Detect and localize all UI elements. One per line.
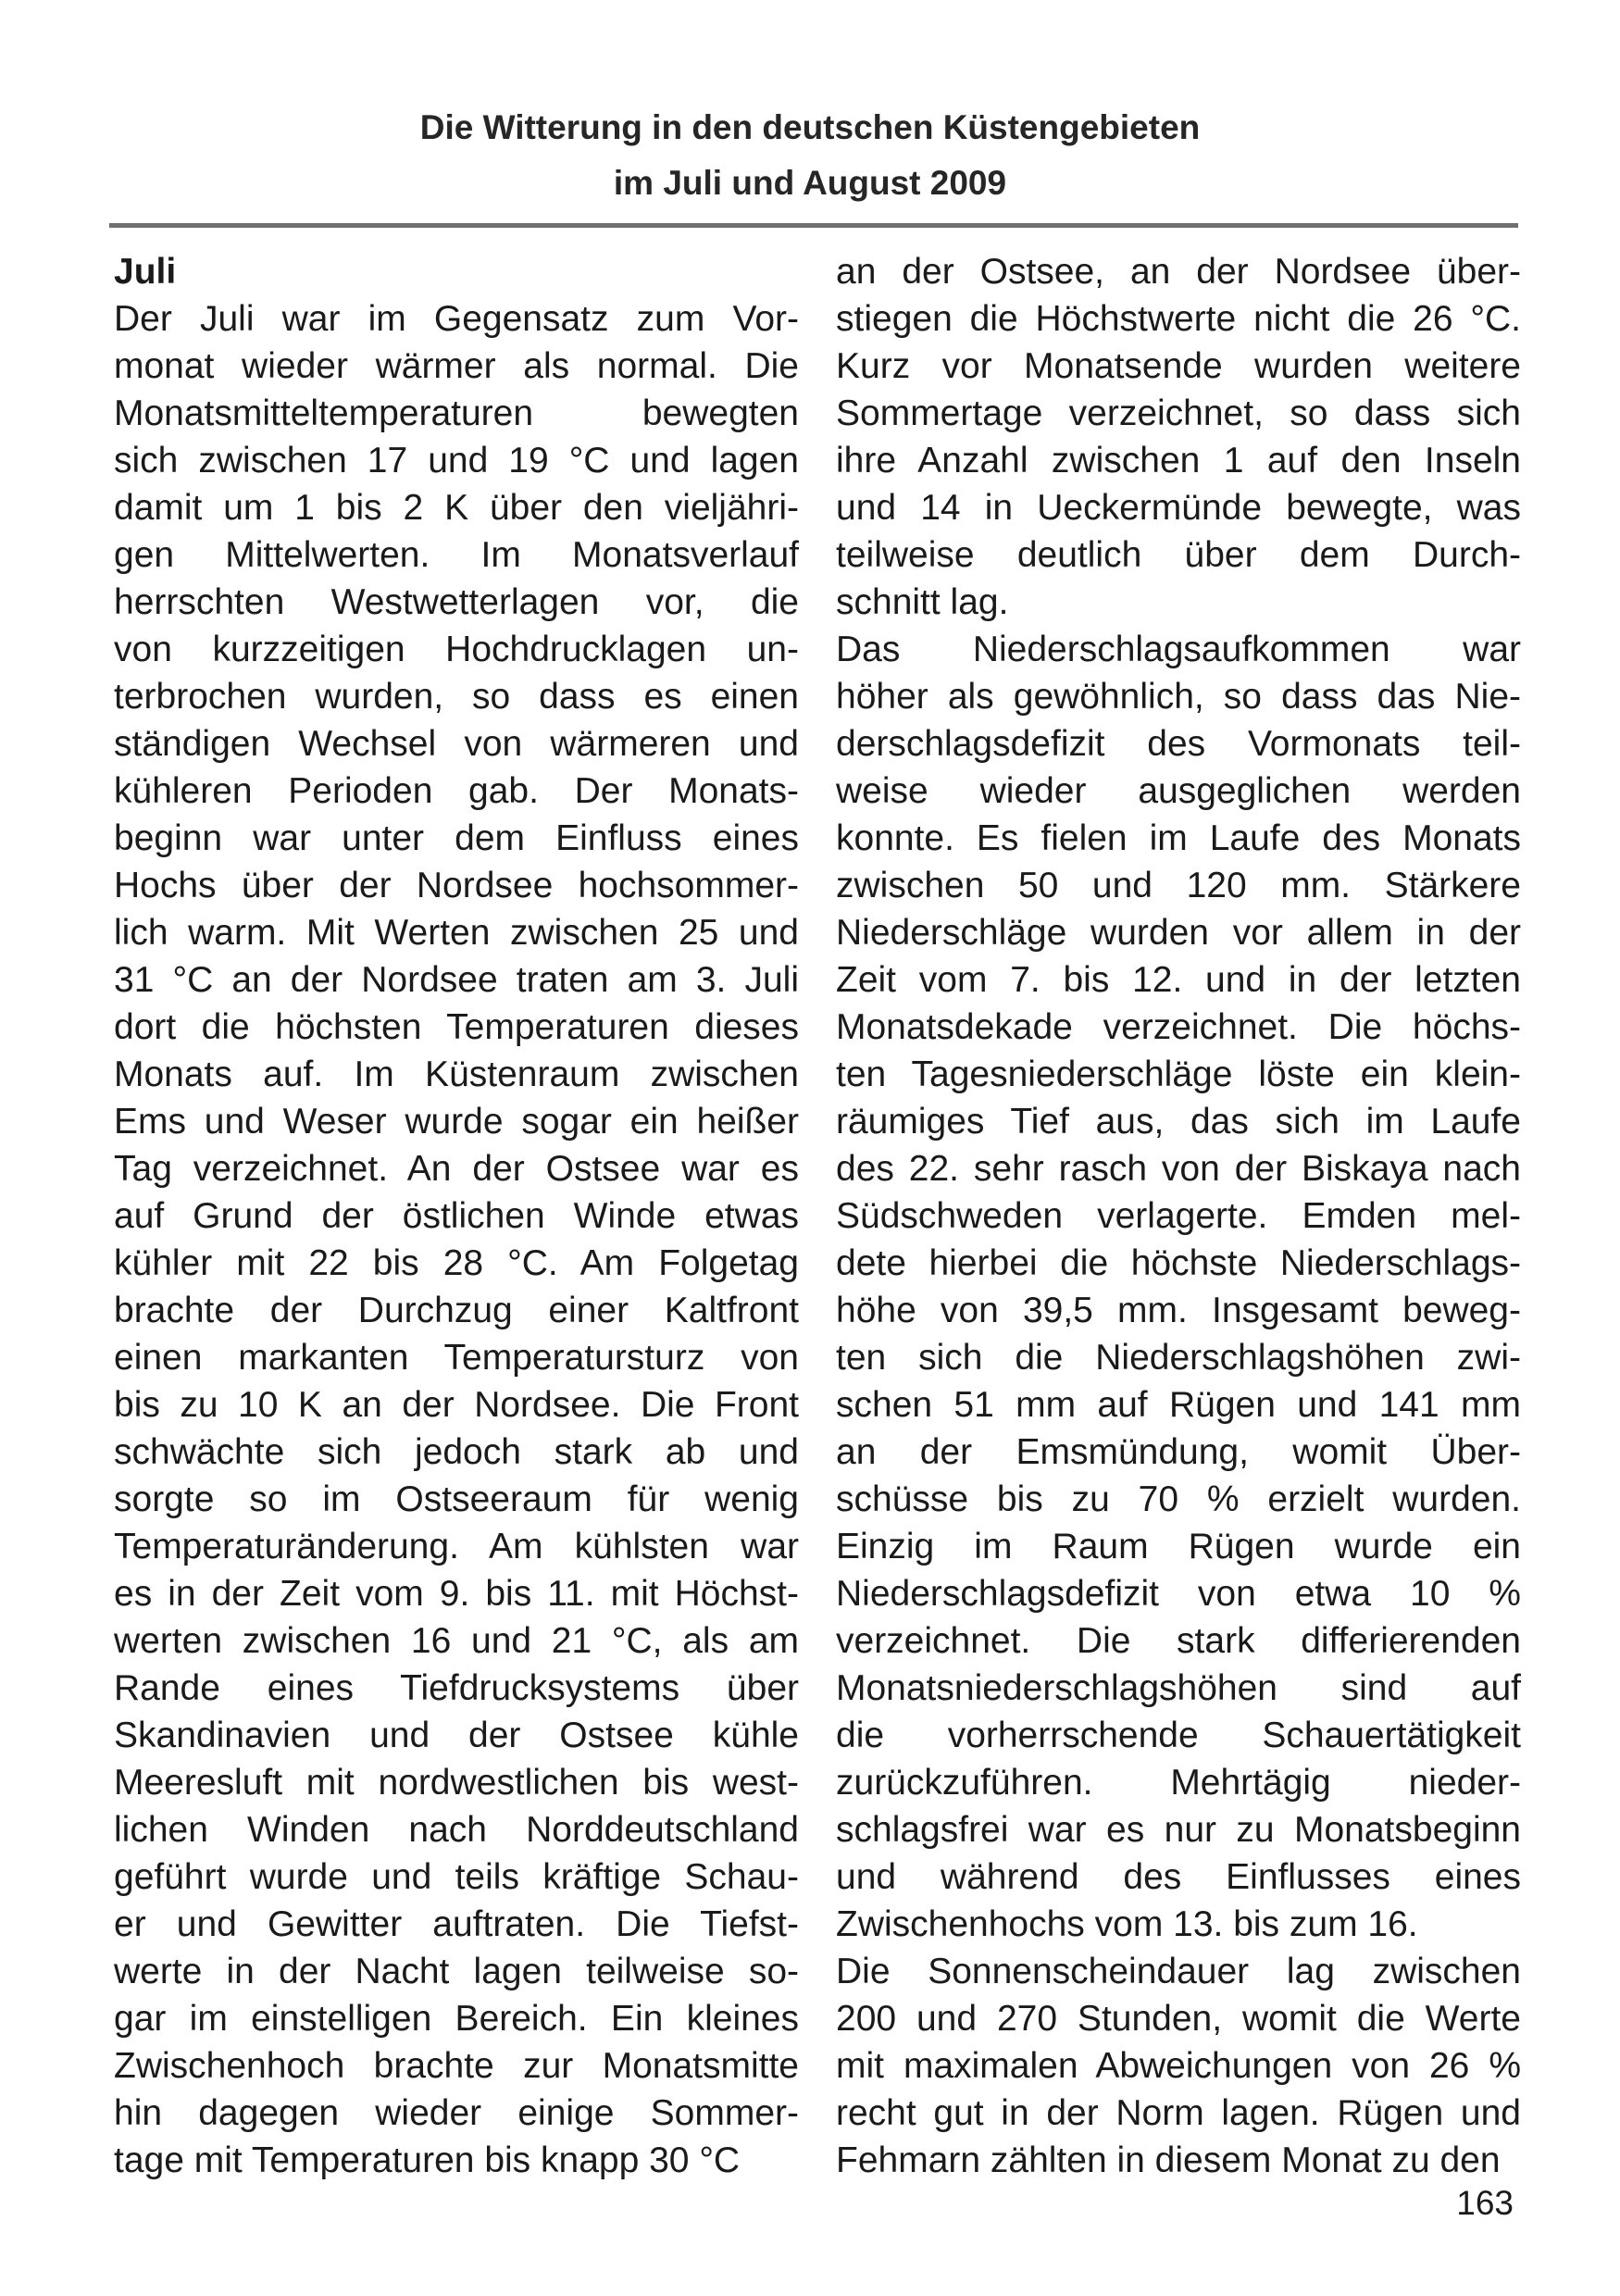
title-divider [109, 223, 1518, 228]
text-line: gar im einstelligen Bereich. Ein kleines [114, 1999, 799, 2039]
text-line: schlagsfrei war es nur zu Monatsbeginn [836, 1810, 1521, 1850]
text-line: werten zwischen 16 und 21 °C, als am [114, 1621, 799, 1661]
text-line: ihre Anzahl zwischen 1 auf den Inseln [836, 441, 1521, 480]
section-heading-juli: Juli [114, 252, 177, 292]
text-line: Skandinavien und der Ostsee kühle [114, 1716, 799, 1755]
text-line: es in der Zeit vom 9. bis 11. mit Höchst- [114, 1574, 799, 1614]
text-line: schen 51 mm auf Rügen und 141 mm [836, 1385, 1521, 1425]
text-line: Monatsmitteltemperaturen bewegten [114, 393, 799, 433]
text-line: räumiges Tief aus, das sich im Laufe [836, 1102, 1521, 1142]
text-line: herrschten Westwetterlagen vor, die [114, 582, 799, 622]
text-line: beginn war unter dem Einfluss eines [114, 818, 799, 858]
text-line: hin dagegen wieder einige Sommer- [114, 2093, 799, 2133]
text-line: Ems und Weser wurde sogar ein heißer [114, 1102, 799, 1142]
page-number: 163 [1456, 2184, 1514, 2222]
text-line: derschlagsdefizit des Vormonats teil- [836, 724, 1521, 764]
text-line: monat wieder wärmer als normal. Die [114, 346, 799, 386]
text-line: schüsse bis zu 70 % erzielt wurden. [836, 1479, 1521, 1519]
text-line: Rande eines Tiefdrucksystems über [114, 1668, 799, 1708]
text-line: Südschweden verlagerte. Emden mel- [836, 1196, 1521, 1236]
page-title-line-2: im Juli und August 2009 [613, 164, 1007, 202]
text-line: terbrochen wurden, so dass es einen [114, 677, 799, 717]
text-line: er und Gewitter auftraten. Die Tiefst- [114, 1904, 799, 1944]
text-line: bis zu 10 K an der Nordsee. Die Front [114, 1385, 799, 1425]
text-line: Monatsdekade verzeichnet. Die höchs- [836, 1007, 1521, 1047]
text-line: teilweise deutlich über dem Durch- [836, 535, 1521, 575]
text-line: dort die höchsten Temperaturen dieses [114, 1007, 799, 1047]
text-line: sich zwischen 17 und 19 °C und lagen [114, 441, 799, 480]
text-line: damit um 1 bis 2 K über den vieljähri- [114, 488, 799, 528]
text-line: Monats auf. Im Küstenraum zwischen [114, 1054, 799, 1094]
text-line: werte in der Nacht lagen teilweise so- [114, 1952, 799, 1991]
text-line: und 14 in Ueckermünde bewegte, was [836, 488, 1521, 528]
text-line: Temperaturänderung. Am kühlsten war [114, 1527, 799, 1566]
right-text-column [836, 248, 1521, 2184]
text-line: konnte. Es fielen im Laufe des Monats [836, 818, 1521, 858]
text-line: gen Mittelwerten. Im Monatsverlauf [114, 535, 799, 575]
text-line: dete hierbei die höchste Niederschlags- [836, 1243, 1521, 1283]
text-line: mit maximalen Abweichungen von 26 % [836, 2046, 1521, 2086]
text-line: ständigen Wechsel von wärmeren und [114, 724, 799, 764]
text-line: Zeit vom 7. bis 12. und in der letzten [836, 960, 1521, 1000]
text-line: kühleren Perioden gab. Der Monats- [114, 771, 799, 811]
text-line: von kurzzeitigen Hochdrucklagen un- [114, 630, 799, 669]
text-line: höher als gewöhnlich, so dass das Nie- [836, 677, 1521, 717]
text-line: geführt wurde und teils kräftige Schau- [114, 1857, 799, 1897]
text-line: verzeichnet. Die stark differierenden [836, 1621, 1521, 1661]
text-line: brachte der Durchzug einer Kaltfront [114, 1291, 799, 1330]
text-line: Tag verzeichnet. An der Ostsee war es [114, 1149, 799, 1189]
text-line: zurückzuführen. Mehrtägig nieder- [836, 1763, 1521, 1803]
text-line: Einzig im Raum Rügen wurde ein [836, 1527, 1521, 1566]
text-line: tage mit Temperaturen bis knapp 30 °C [114, 2140, 741, 2180]
text-line: und während des Einflusses eines [836, 1857, 1521, 1897]
text-line: Kurz vor Monatsende wurden weitere [836, 346, 1521, 386]
text-line: einen markanten Temperatursturz von [114, 1338, 799, 1378]
text-line: an der Emsmündung, womit Über- [836, 1432, 1521, 1472]
text-line: 31 °C an der Nordsee traten am 3. Juli [114, 960, 799, 1000]
text-line: des 22. sehr rasch von der Biskaya nach [836, 1149, 1521, 1189]
text-line: Das Niederschlagsaufkommen war [836, 630, 1521, 669]
text-line: Die Sonnenscheindauer lag zwischen [836, 1952, 1521, 1991]
text-line: Monatsniederschlagshöhen sind auf [836, 1668, 1521, 1708]
text-line: kühler mit 22 bis 28 °C. Am Folgetag [114, 1243, 799, 1283]
text-line: Zwischenhoch brachte zur Monatsmitte [114, 2046, 799, 2086]
text-line: höhe von 39,5 mm. Insgesamt beweg- [836, 1291, 1521, 1330]
text-line: Der Juli war im Gegensatz zum Vor- [114, 299, 799, 339]
text-line: Hochs über der Nordsee hochsommer- [114, 866, 799, 905]
text-line: ten sich die Niederschlagshöhen zwi- [836, 1338, 1521, 1378]
text-line: stiegen die Höchstwerte nicht die 26 °C. [836, 299, 1521, 339]
text-line: sorgte so im Ostseeraum für wenig [114, 1479, 799, 1519]
text-line: recht gut in der Norm lagen. Rügen und [836, 2093, 1521, 2133]
left-text-column [114, 248, 799, 2184]
page-title-line-1: Die Witterung in den deutschen Küstengebieten [419, 108, 1201, 146]
text-line: Niederschläge wurden vor allem in der [836, 913, 1521, 953]
text-line: auf Grund der östlichen Winde etwas [114, 1196, 799, 1236]
text-line: lichen Winden nach Norddeutschland [114, 1810, 799, 1850]
text-line: Zwischenhochs vom 13. bis zum 16. [836, 1904, 1418, 1944]
text-line: lich warm. Mit Werten zwischen 25 und [114, 913, 799, 953]
text-line: schwächte sich jedoch stark ab und [114, 1432, 799, 1472]
text-line: an der Ostsee, an der Nordsee über- [836, 252, 1521, 292]
text-line: Meeresluft mit nordwestlichen bis west- [114, 1763, 799, 1803]
text-line: Fehmarn zählten in diesem Monat zu den [836, 2140, 1501, 2180]
text-line: schnitt lag. [836, 582, 1009, 622]
text-line: Niederschlagsdefizit von etwa 10 % [836, 1574, 1521, 1614]
text-line: 200 und 270 Stunden, womit die Werte [836, 1999, 1521, 2039]
text-line: die vorherrschende Schauertätigkeit [836, 1716, 1521, 1755]
text-line: weise wieder ausgeglichen werden [836, 771, 1521, 811]
text-line: zwischen 50 und 120 mm. Stärkere [836, 866, 1521, 905]
text-line: ten Tagesniederschläge löste ein klein- [836, 1054, 1521, 1094]
text-line: Sommertage verzeichnet, so dass sich [836, 393, 1521, 433]
